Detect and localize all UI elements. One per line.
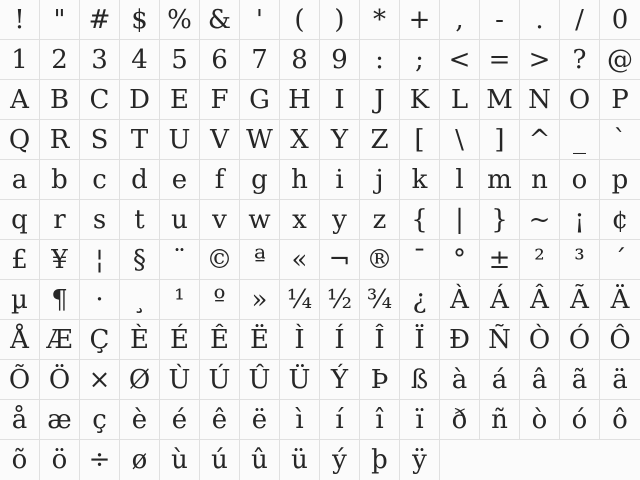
- char-cell[interactable]: â: [520, 360, 560, 400]
- char-cell[interactable]: º: [200, 280, 240, 320]
- char-cell[interactable]: <: [440, 40, 480, 80]
- char-cell[interactable]: w: [240, 200, 280, 240]
- char-cell[interactable]: s: [80, 200, 120, 240]
- char-cell[interactable]: m: [480, 160, 520, 200]
- char-cell[interactable]: ë: [240, 400, 280, 440]
- char-cell[interactable]: V: [200, 120, 240, 160]
- char-cell[interactable]: 8: [280, 40, 320, 80]
- char-cell[interactable]: «: [280, 240, 320, 280]
- char-cell[interactable]: Ï: [400, 320, 440, 360]
- char-cell[interactable]: á: [480, 360, 520, 400]
- char-cell[interactable]: °: [440, 240, 480, 280]
- char-cell[interactable]: P: [600, 80, 640, 120]
- char-cell[interactable]: §: [120, 240, 160, 280]
- char-cell[interactable]: æ: [40, 400, 80, 440]
- empty-cell: [600, 440, 640, 480]
- char-cell[interactable]: ä: [600, 360, 640, 400]
- char-cell[interactable]: x: [280, 200, 320, 240]
- char-cell[interactable]: T: [120, 120, 160, 160]
- char-cell[interactable]: À: [440, 280, 480, 320]
- char-cell[interactable]: ¬: [320, 240, 360, 280]
- char-cell[interactable]: ò: [520, 400, 560, 440]
- char-cell[interactable]: ': [240, 0, 280, 40]
- char-cell[interactable]: @: [600, 40, 640, 80]
- char-cell[interactable]: b: [40, 160, 80, 200]
- char-cell[interactable]: h: [280, 160, 320, 200]
- char-cell[interactable]: ¢: [600, 200, 640, 240]
- char-cell[interactable]: ó: [560, 400, 600, 440]
- char-cell[interactable]: ": [40, 0, 80, 40]
- char-cell[interactable]: ÷: [80, 440, 120, 480]
- char-cell[interactable]: 4: [120, 40, 160, 80]
- char-cell[interactable]: ¼: [280, 280, 320, 320]
- char-cell[interactable]: Ø: [120, 360, 160, 400]
- char-cell[interactable]: +: [400, 0, 440, 40]
- char-cell[interactable]: O: [560, 80, 600, 120]
- char-cell[interactable]: /: [560, 0, 600, 40]
- char-cell[interactable]: ×: [80, 360, 120, 400]
- char-cell[interactable]: ß: [400, 360, 440, 400]
- char-cell[interactable]: Ù: [160, 360, 200, 400]
- char-cell[interactable]: Ó: [560, 320, 600, 360]
- char-cell[interactable]: R: [40, 120, 80, 160]
- char-cell[interactable]: o: [560, 160, 600, 200]
- char-cell[interactable]: |: [440, 200, 480, 240]
- char-cell[interactable]: W: [240, 120, 280, 160]
- char-cell[interactable]: Ë: [240, 320, 280, 360]
- char-cell[interactable]: X: [280, 120, 320, 160]
- char-cell[interactable]: B: [40, 80, 80, 120]
- char-cell[interactable]: -: [480, 0, 520, 40]
- char-cell[interactable]: ô: [600, 400, 640, 440]
- empty-cell: [440, 440, 480, 480]
- char-cell[interactable]: µ: [0, 280, 40, 320]
- char-cell[interactable]: E: [160, 80, 200, 120]
- char-cell[interactable]: c: [80, 160, 120, 200]
- char-cell[interactable]: ¶: [40, 280, 80, 320]
- char-cell[interactable]: ç: [80, 400, 120, 440]
- char-cell[interactable]: ú: [200, 440, 240, 480]
- char-cell[interactable]: ): [320, 0, 360, 40]
- char-cell[interactable]: K: [400, 80, 440, 120]
- char-cell[interactable]: N: [520, 80, 560, 120]
- char-cell[interactable]: Ð: [440, 320, 480, 360]
- char-cell[interactable]: Y: [320, 120, 360, 160]
- char-cell[interactable]: å: [0, 400, 40, 440]
- char-cell[interactable]: l: [440, 160, 480, 200]
- char-cell[interactable]: C: [80, 80, 120, 120]
- char-cell[interactable]: ½: [320, 280, 360, 320]
- char-cell[interactable]: ·: [80, 280, 120, 320]
- char-cell[interactable]: !: [0, 0, 40, 40]
- char-cell[interactable]: 3: [80, 40, 120, 80]
- char-cell[interactable]: Î: [360, 320, 400, 360]
- char-cell[interactable]: H: [280, 80, 320, 120]
- char-cell[interactable]: A: [0, 80, 40, 120]
- char-cell[interactable]: ñ: [480, 400, 520, 440]
- char-cell[interactable]: ù: [160, 440, 200, 480]
- char-cell[interactable]: ^: [520, 120, 560, 160]
- char-cell[interactable]: ³: [560, 240, 600, 280]
- char-cell[interactable]: d: [120, 160, 160, 200]
- char-cell[interactable]: Ý: [320, 360, 360, 400]
- char-cell[interactable]: Ñ: [480, 320, 520, 360]
- char-cell[interactable]: 1: [0, 40, 40, 80]
- char-cell[interactable]: Õ: [0, 360, 40, 400]
- char-cell[interactable]: Ä: [600, 280, 640, 320]
- char-cell[interactable]: ±: [480, 240, 520, 280]
- char-cell[interactable]: Þ: [360, 360, 400, 400]
- char-cell[interactable]: %: [160, 0, 200, 40]
- char-cell[interactable]: ö: [40, 440, 80, 480]
- char-cell[interactable]: ¾: [360, 280, 400, 320]
- char-cell[interactable]: Ö: [40, 360, 80, 400]
- char-cell[interactable]: $: [120, 0, 160, 40]
- char-cell[interactable]: 2: [40, 40, 80, 80]
- char-cell[interactable]: ¹: [160, 280, 200, 320]
- char-cell[interactable]: Æ: [40, 320, 80, 360]
- char-cell[interactable]: þ: [360, 440, 400, 480]
- char-cell[interactable]: Ü: [280, 360, 320, 400]
- char-cell[interactable]: _: [560, 120, 600, 160]
- char-cell[interactable]: ´: [600, 240, 640, 280]
- char-cell[interactable]: î: [360, 400, 400, 440]
- char-cell[interactable]: D: [120, 80, 160, 120]
- char-cell[interactable]: Ì: [280, 320, 320, 360]
- char-cell[interactable]: {: [400, 200, 440, 240]
- char-cell[interactable]: k: [400, 160, 440, 200]
- char-cell[interactable]: è: [120, 400, 160, 440]
- char-cell[interactable]: ¨: [160, 240, 200, 280]
- char-cell[interactable]: S: [80, 120, 120, 160]
- char-cell[interactable]: 5: [160, 40, 200, 80]
- char-cell[interactable]: ]: [480, 120, 520, 160]
- char-cell[interactable]: G: [240, 80, 280, 120]
- char-cell[interactable]: í: [320, 400, 360, 440]
- char-cell[interactable]: =: [480, 40, 520, 80]
- char-cell[interactable]: z: [360, 200, 400, 240]
- char-cell[interactable]: ¯: [400, 240, 440, 280]
- char-cell[interactable]: (: [280, 0, 320, 40]
- char-cell[interactable]: I: [320, 80, 360, 120]
- char-cell[interactable]: È: [120, 320, 160, 360]
- char-cell[interactable]: L: [440, 80, 480, 120]
- char-cell[interactable]: ø: [120, 440, 160, 480]
- char-cell[interactable]: ~: [520, 200, 560, 240]
- char-cell[interactable]: 6: [200, 40, 240, 80]
- char-cell[interactable]: f: [200, 160, 240, 200]
- char-cell[interactable]: ¡: [560, 200, 600, 240]
- char-cell[interactable]: ¿: [400, 280, 440, 320]
- char-cell[interactable]: É: [160, 320, 200, 360]
- char-cell[interactable]: 9: [320, 40, 360, 80]
- char-cell[interactable]: Í: [320, 320, 360, 360]
- char-cell[interactable]: ã: [560, 360, 600, 400]
- char-cell[interactable]: ²: [520, 240, 560, 280]
- char-cell[interactable]: `: [600, 120, 640, 160]
- char-cell[interactable]: v: [200, 200, 240, 240]
- char-cell[interactable]: à: [440, 360, 480, 400]
- char-cell[interactable]: j: [360, 160, 400, 200]
- char-cell[interactable]: Û: [240, 360, 280, 400]
- char-cell[interactable]: U: [160, 120, 200, 160]
- char-cell[interactable]: q: [0, 200, 40, 240]
- char-cell[interactable]: g: [240, 160, 280, 200]
- empty-cell: [480, 440, 520, 480]
- char-cell[interactable]: ©: [200, 240, 240, 280]
- char-cell[interactable]: >: [520, 40, 560, 80]
- char-cell[interactable]: Â: [520, 280, 560, 320]
- char-cell[interactable]: 7: [240, 40, 280, 80]
- char-cell[interactable]: Q: [0, 120, 40, 160]
- char-cell[interactable]: u: [160, 200, 200, 240]
- char-cell[interactable]: Ò: [520, 320, 560, 360]
- char-cell[interactable]: Á: [480, 280, 520, 320]
- char-cell[interactable]: û: [240, 440, 280, 480]
- char-cell[interactable]: t: [120, 200, 160, 240]
- empty-cell: [520, 440, 560, 480]
- char-cell[interactable]: *: [360, 0, 400, 40]
- char-cell[interactable]: ð: [440, 400, 480, 440]
- char-cell[interactable]: ý: [320, 440, 360, 480]
- char-cell[interactable]: ï: [400, 400, 440, 440]
- char-cell[interactable]: ?: [560, 40, 600, 80]
- char-cell[interactable]: ü: [280, 440, 320, 480]
- char-cell[interactable]: F: [200, 80, 240, 120]
- empty-cell: [560, 440, 600, 480]
- char-cell[interactable]: ¦: [80, 240, 120, 280]
- char-cell[interactable]: M: [480, 80, 520, 120]
- char-cell[interactable]: n: [520, 160, 560, 200]
- char-cell[interactable]: ª: [240, 240, 280, 280]
- char-cell[interactable]: Ê: [200, 320, 240, 360]
- char-cell[interactable]: ®: [360, 240, 400, 280]
- char-cell[interactable]: Z: [360, 120, 400, 160]
- char-cell[interactable]: Ç: [80, 320, 120, 360]
- char-cell[interactable]: Ú: [200, 360, 240, 400]
- char-cell[interactable]: }: [480, 200, 520, 240]
- char-cell[interactable]: £: [0, 240, 40, 280]
- char-cell[interactable]: ì: [280, 400, 320, 440]
- char-cell[interactable]: Ô: [600, 320, 640, 360]
- char-cell[interactable]: r: [40, 200, 80, 240]
- char-cell[interactable]: ¥: [40, 240, 80, 280]
- char-cell[interactable]: J: [360, 80, 400, 120]
- char-cell[interactable]: õ: [0, 440, 40, 480]
- char-cell[interactable]: »: [240, 280, 280, 320]
- char-cell[interactable]: Ã: [560, 280, 600, 320]
- char-cell[interactable]: ¸: [120, 280, 160, 320]
- char-cell[interactable]: [: [400, 120, 440, 160]
- char-cell[interactable]: i: [320, 160, 360, 200]
- char-cell[interactable]: ÿ: [400, 440, 440, 480]
- char-cell[interactable]: .: [520, 0, 560, 40]
- char-cell[interactable]: ê: [200, 400, 240, 440]
- char-cell[interactable]: é: [160, 400, 200, 440]
- char-cell[interactable]: #: [80, 0, 120, 40]
- char-cell[interactable]: ,: [440, 0, 480, 40]
- char-cell[interactable]: 0: [600, 0, 640, 40]
- char-cell[interactable]: ;: [400, 40, 440, 80]
- char-cell[interactable]: e: [160, 160, 200, 200]
- char-cell[interactable]: y: [320, 200, 360, 240]
- char-cell[interactable]: &: [200, 0, 240, 40]
- char-cell[interactable]: :: [360, 40, 400, 80]
- char-cell[interactable]: a: [0, 160, 40, 200]
- char-cell[interactable]: Å: [0, 320, 40, 360]
- char-cell[interactable]: \: [440, 120, 480, 160]
- char-cell[interactable]: p: [600, 160, 640, 200]
